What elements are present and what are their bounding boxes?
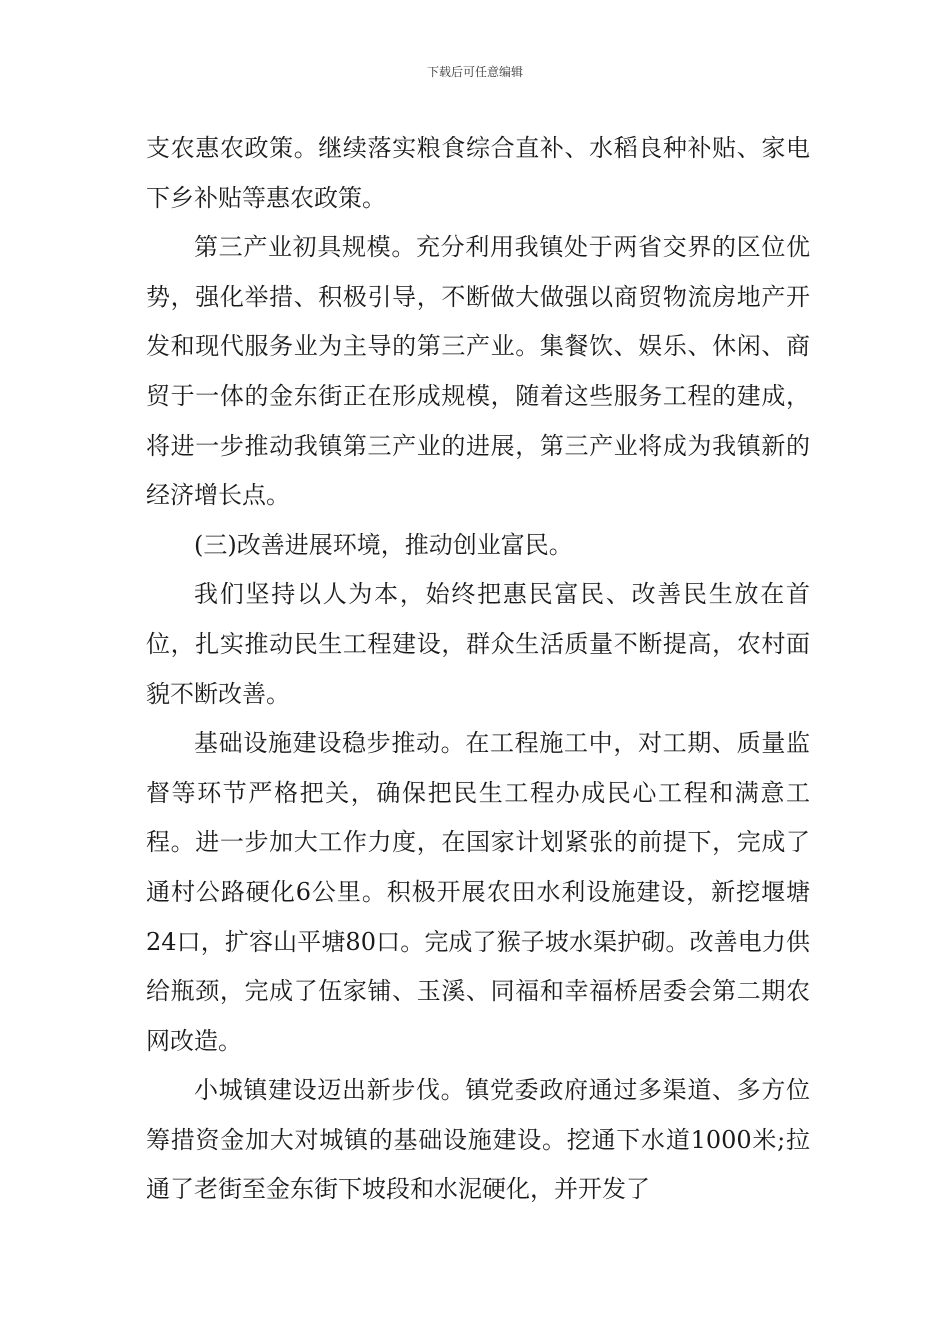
document-body (146, 124, 810, 1215)
paragraph-3: 我们坚持以人为本，始终把惠民富民、改善民生放在首位，扎实推动民生工程建设，群众生活质量不断提高，农村面貌不断改善。 (146, 580, 810, 708)
page-header: 下载后可任意编辑 (426, 65, 523, 79)
paragraph-5: 小城镇建设迈出新步伐。镇党委政府通过多渠道、多方位筹措资金加大对城镇的基础设施建设。挖通下水道1000米;拉通了老街至金东街下坡段和水泥硬化，并开发了 (146, 1076, 810, 1204)
paragraph-1: 支农惠农政策。继续落实粮食综合直补、水稻良种补贴、家电下乡补贴等惠农政策。 (146, 134, 810, 212)
paragraph-2: 第三产业初具规模。充分利用我镇处于两省交界的区位优势，强化举措、积极引导，不断做大做强以商贸物流房地产开发和现代服务业为主导的第三产业。集餐饮、娱乐、休闲、商贸于一体的金东街正在形成规模，随着这些服务工程的建成，将进一步推动我镇第三产业的进展，第三产业将成为我镇新的经济增长点。 (146, 233, 810, 510)
paragraph-4: 基础设施建设稳步推动。在工程施工中，对工期、质量监督等环节严格把关，确保把民生工程办成民心工程和满意工程。进一步加大工作力度，在国家计划紧张的前提下，完成了通村公路硬化6公里。积极开展农田水利设施建设，新挖堰塘24口，扩容山平塘80口。完成了猴子坡水渠护砌。改善电力供给瓶颈，完成了伍家铺、玉溪、同福和幸福桥居委会第二期农网改造。 (146, 729, 810, 1055)
section-heading: (三)改善进展环境，推动创业富民。 (194, 530, 573, 559)
